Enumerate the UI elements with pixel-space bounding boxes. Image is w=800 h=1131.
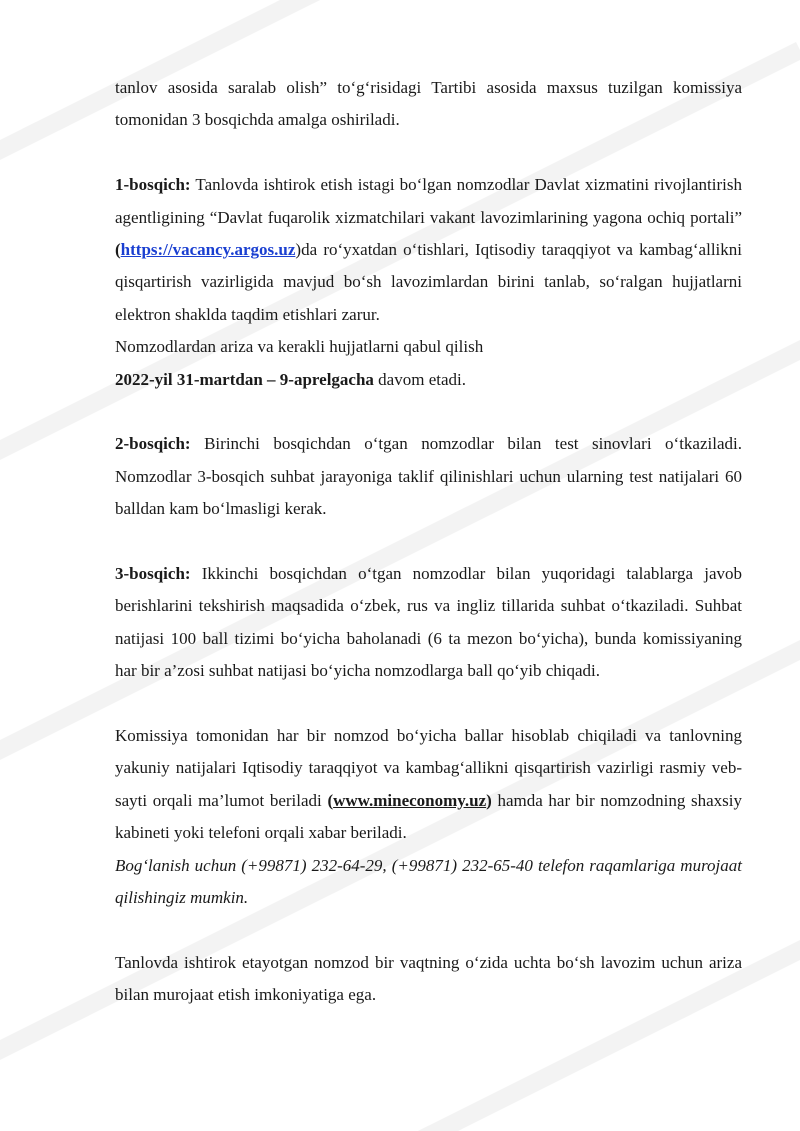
dates-line — [115, 364, 742, 396]
spacer — [115, 526, 742, 558]
stage1-link-open: ( — [115, 240, 121, 260]
dates-bold: 2022-yil 31-martdan – 9-aprelgacha — [115, 369, 374, 389]
results-text-b: hamda har bir nomzodning shaxsiy kabineti yoki telefoni orqali xabar beriladi. — [115, 790, 742, 843]
stage3-label: 3-bosqich: — [115, 564, 191, 584]
contact-paragraph — [115, 850, 742, 915]
stage3-text: Ikkinchi bosqichdan o‘tgan nomzodlar bilan yuqoridagi talablarga javob berishlarini tekshirish maqsadida o‘zbek, rus va ingliz tillarida suhbat o‘tkaziladi. Suhbat natijasi 100 ball tizimi bo‘yicha baholanadi (6 ta mezon bo‘yicha), bunda komissiyaning har bir a’zosi suhbat natijasi bo‘yicha nomzodlarga ball qo‘yib chiqadi. — [115, 564, 742, 681]
spacer — [115, 137, 742, 169]
intro-text: tanlov asosida saralab olish” to‘g‘risidagi Tartibi asosida maxsus tuzilgan komissiya tomonidan 3 bosqichda amalga oshiriladi. — [115, 78, 742, 130]
spacer — [115, 915, 742, 947]
spacer — [115, 688, 742, 720]
intro-paragraph — [115, 72, 742, 137]
results-link-open: ( — [327, 790, 334, 810]
final-paragraph — [115, 947, 742, 1012]
final-text: Tanlovda ishtirok etayotgan nomzod bir vaqtning o‘zida uchta bo‘sh lavozim uchun ariza bilan murojaat etish imkoniyatiga ega. — [115, 952, 742, 1005]
stage2-text: Birinchi bosqichdan o‘tgan nomzodlar bilan test sinovlari o‘tkaziladi. Nomzodlar 3-bosqich suhbat jarayoniga taklif qilinishlari uchun ularning test natijalari 60 balldan kam bo‘lmasligi kerak. — [115, 434, 742, 519]
document-body — [115, 72, 742, 1012]
dates-rest: davom etadi. — [373, 369, 466, 389]
results-link-close: ) — [486, 790, 492, 810]
contact-text: Bog‘lanish uchun (+99871) 232-64-29, (+99871) 232-65-40 telefon raqamlariga murojaat qilishingiz mumkin. — [115, 855, 742, 908]
acceptance-text: Nomzodlardan ariza va kerakli hujjatlarni qabul qilish — [115, 337, 484, 357]
stage3-paragraph — [115, 558, 742, 688]
stage1-link-close: ) — [295, 240, 302, 260]
results-text-a: Komissiya tomonidan har bir nomzod bo‘yicha ballar hisoblab chiqiladi va tanlovning yakuniy natijalari Iqtisodiy taraqqiyot va kambag‘allikni qisqartirish vazirligi rasmiy veb-sayti orqali ma’lumot beriladi — [115, 726, 742, 810]
stage1-text-a: Tanlovda ishtirok etish istagi bo‘lgan nomzodlar Davlat xizmatini rivojlantirish agentligining “Davlat fuqarolik xizmatchilari vakant lavozimlarining yagona ochiq portali” — [115, 175, 742, 227]
stage1-label: 1-bosqich: — [115, 175, 191, 195]
stage2-label: 2-bosqich: — [115, 434, 191, 454]
mineconomy-link[interactable]: www.mineconomy.uz — [333, 790, 487, 810]
stage1-text-b: da ro‘yxatdan o‘tishlari, Iqtisodiy taraqqiyot va kambag‘allikni qisqartirish vazirligida mavjud bo‘sh lavozimlardan birini tanlab, so‘ralgan hujjatlarni elektron shaklda taqdim etishlari zarur. — [115, 240, 742, 324]
results-paragraph — [115, 720, 742, 850]
vacancy-portal-link[interactable]: https://vacancy.argos.uz — [120, 240, 296, 260]
spacer — [115, 396, 742, 428]
stage1-paragraph — [115, 169, 742, 331]
acceptance-line — [115, 331, 742, 363]
stage2-paragraph — [115, 428, 742, 525]
